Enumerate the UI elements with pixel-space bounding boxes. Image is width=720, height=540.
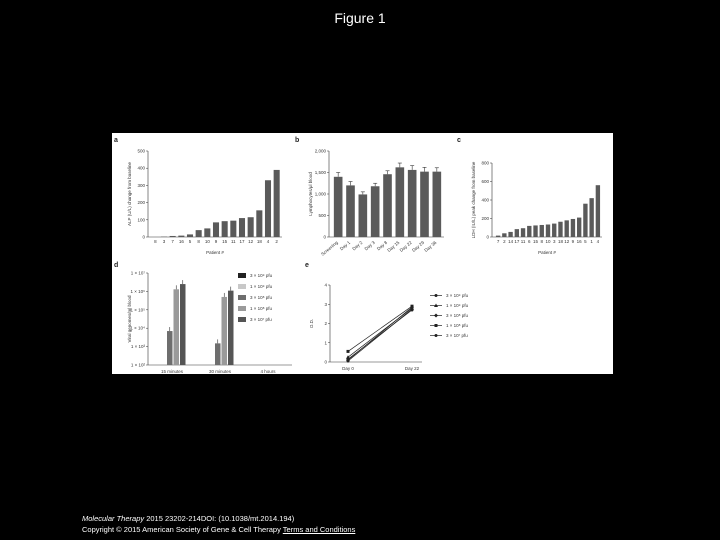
x-tick-label: 3: [552, 239, 556, 244]
y-tick-label: 0: [323, 234, 326, 240]
y-tick-label: 3: [324, 301, 327, 307]
x-tick-label: 5: [188, 239, 192, 244]
bar: [346, 185, 355, 237]
data-point: [435, 294, 438, 297]
x-tick-label: 16: [178, 239, 184, 244]
y-tick-label: 0: [142, 234, 145, 240]
series-line: [348, 306, 412, 351]
journal-name: Molecular Therapy: [82, 514, 145, 523]
x-tick-label: 8: [540, 239, 544, 244]
x-tick-label: 5: [584, 239, 587, 244]
bar: [527, 226, 531, 237]
legend-swatch: [238, 306, 246, 311]
bar: [583, 204, 587, 237]
data-point: [347, 350, 350, 353]
x-tick-label: 4: [266, 239, 270, 244]
y-tick-label: 400: [137, 165, 145, 171]
bar: [546, 225, 550, 237]
bar: [215, 343, 221, 365]
series-line: [348, 309, 412, 361]
bar: [552, 224, 556, 237]
panel-letter: e: [305, 262, 309, 269]
x-tick-label: Screening: [320, 239, 339, 257]
bar: [222, 221, 228, 237]
panel-letter: d: [114, 262, 119, 269]
x-tick-label: 10: [204, 239, 210, 244]
y-tick-label: 0: [486, 234, 489, 240]
y-tick-label: 1,000: [314, 191, 326, 197]
bar: [239, 218, 245, 237]
bar: [496, 236, 500, 237]
series-line: [348, 307, 412, 360]
bar: [213, 222, 219, 237]
x-tick-label: 3: [162, 239, 166, 244]
x-tick-label: 9: [571, 239, 575, 244]
y-tick-label: 4: [324, 282, 327, 288]
data-point: [434, 314, 438, 318]
y-tick-label: 1,500: [314, 170, 326, 175]
y-tick-label: 600: [481, 179, 489, 184]
x-tick-label: 15: [533, 239, 539, 244]
bar: [396, 167, 405, 237]
panel-letter: a: [114, 137, 118, 144]
legend-swatch: [238, 273, 246, 278]
panel-letter: c: [457, 137, 461, 144]
bar: [502, 233, 506, 237]
legend-label: 3 × 10⁸ pfu: [446, 313, 469, 318]
bar: [248, 217, 254, 237]
x-tick-label: 12: [248, 239, 254, 244]
panel-letter: b: [295, 137, 300, 144]
bar: [420, 172, 429, 237]
copyright-line: [82, 524, 355, 535]
bar: [274, 170, 280, 237]
bar: [371, 186, 380, 237]
x-tick-label: 30 minutes: [208, 369, 232, 374]
bar: [515, 229, 519, 237]
legend-swatch: [238, 295, 246, 300]
bar: [196, 230, 202, 237]
bar: [577, 218, 581, 237]
y-tick-label: 2,000: [314, 148, 326, 154]
bar: [256, 210, 262, 237]
citation-reference-line: [82, 513, 355, 524]
y-tick-label: 1 × 10⁷: [130, 270, 145, 276]
legend-label: 3 × 10⁹ pfu: [250, 273, 273, 278]
bar: [178, 236, 184, 237]
bar: [170, 236, 176, 237]
x-tick-label: 8: [197, 239, 200, 244]
x-tick-label: Day 22: [398, 239, 413, 253]
bar: [228, 291, 234, 365]
bar: [167, 331, 173, 365]
x-tick-label: 8: [154, 239, 157, 244]
x-tick-label: 2: [503, 239, 506, 244]
y-tick-label: 0: [324, 359, 327, 365]
y-tick-label: 1 × 10⁶: [130, 288, 145, 294]
bar: [433, 172, 442, 237]
x-tick-label: 4: [596, 239, 600, 244]
x-tick-label: 17: [514, 239, 520, 244]
y-tick-label: 800: [481, 160, 489, 166]
y-tick-label: 200: [481, 216, 489, 221]
bar: [383, 174, 392, 237]
y-tick-label: 200: [137, 200, 145, 206]
citation-ref: 2015 23202-214DOI: (10.1038/mt.2014.194): [144, 514, 295, 523]
x-tick-label: 7: [496, 239, 500, 244]
y-tick-label: 300: [137, 182, 145, 188]
x-tick-label: 12: [564, 239, 570, 244]
figure-image: [112, 133, 613, 374]
figure-canvas: [112, 133, 613, 374]
x-tick-label: 2: [275, 239, 278, 244]
x-tick-label: 17: [239, 239, 245, 244]
y-tick-label: 2: [324, 321, 327, 326]
bar: [408, 170, 417, 237]
y-tick-label: 1: [324, 340, 327, 346]
bar: [540, 225, 544, 237]
bar: [174, 289, 180, 365]
bar: [204, 228, 210, 237]
y-axis-label: O.D.: [309, 318, 314, 329]
bar: [180, 284, 186, 365]
bar: [359, 194, 368, 237]
x-tick-label: Day 8: [375, 239, 389, 252]
bar: [334, 177, 343, 237]
legend-swatch: [238, 284, 246, 289]
y-tick-label: 1 × 10³: [130, 344, 145, 350]
y-tick-label: 500: [318, 213, 326, 218]
bar: [230, 221, 236, 237]
x-tick-label: 7: [171, 239, 174, 244]
bar: [187, 234, 193, 237]
x-tick-label: 16: [576, 239, 582, 244]
legend-label: 1 × 10⁸ pfu: [446, 323, 469, 328]
y-axis-label: LDH (IU/L) peak change from baseline: [471, 161, 476, 239]
x-tick-label: 11: [230, 239, 236, 244]
legend-label: 1 × 10⁹ pfu: [250, 284, 273, 289]
bar: [508, 232, 512, 237]
legend-swatch: [238, 317, 246, 322]
legend-label: 3 × 10⁹ pfu: [446, 293, 469, 298]
x-tick-label: 4 hours: [260, 369, 276, 374]
x-tick-label: Day 0: [342, 366, 354, 371]
x-tick-label: Day 29: [411, 239, 426, 253]
x-tick-label: Day 3: [363, 239, 376, 252]
y-tick-label: 1 × 10²: [130, 362, 145, 368]
x-tick-label: 14: [508, 239, 514, 244]
x-axis-label: Patient #: [538, 250, 556, 255]
legend-label: 3 × 10⁷ pfu: [446, 333, 468, 338]
data-point: [411, 305, 414, 308]
data-point: [347, 360, 350, 363]
x-tick-label: 6: [528, 239, 531, 244]
y-tick-label: 100: [137, 217, 145, 223]
data-point: [411, 308, 414, 311]
legend-label: 1 × 10⁸ pfu: [250, 306, 273, 311]
legend-label: 3 × 10⁸ pfu: [250, 295, 273, 300]
bar: [571, 219, 575, 237]
copyright-text: Copyright © 2015 American Society of Gene & Cell Therapy: [82, 525, 281, 534]
bar: [533, 225, 537, 237]
x-tick-label: 18: [557, 239, 563, 244]
y-axis-label: Viral genomes/ml blood: [127, 295, 132, 343]
legend-label: 3 × 10⁷ pfu: [250, 317, 272, 322]
x-tick-label: Day 15: [386, 239, 401, 253]
bar: [589, 198, 593, 237]
x-axis-label: Patient #: [206, 250, 224, 255]
x-tick-label: 9: [214, 239, 218, 244]
x-tick-label: 1: [590, 239, 593, 244]
y-tick-label: 1 × 10⁴: [130, 325, 145, 331]
x-tick-label: Day 22: [404, 366, 420, 371]
x-tick-label: 11: [520, 239, 526, 244]
x-tick-label: Day 2: [351, 239, 364, 252]
slide-title: Figure 1: [334, 10, 386, 26]
legend-label: 1 × 10⁹ pfu: [446, 303, 469, 308]
y-axis-label: ALP (U/L) change from baseline: [127, 162, 132, 226]
x-tick-label: 15 minutes: [160, 369, 184, 374]
citation: [82, 513, 355, 535]
x-tick-label: 18: [256, 239, 262, 244]
y-tick-label: 1 × 10⁵: [130, 307, 145, 313]
bar: [565, 220, 569, 237]
y-tick-label: 400: [481, 197, 489, 203]
data-point: [435, 324, 438, 327]
x-tick-label: Day 1: [338, 239, 352, 252]
bar: [521, 228, 525, 237]
bar: [558, 222, 562, 237]
bar: [596, 185, 600, 237]
y-tick-label: 500: [137, 148, 145, 154]
bar: [265, 180, 271, 237]
x-tick-label: 10: [545, 239, 551, 244]
x-tick-label: 15: [222, 239, 228, 244]
x-tick-label: Day 36: [423, 239, 438, 253]
bar: [222, 297, 228, 365]
y-axis-label: Lymphocytes/μl blood: [308, 172, 313, 216]
terms-and-conditions-link[interactable]: Terms and Conditions: [282, 525, 356, 534]
data-point: [435, 334, 438, 337]
